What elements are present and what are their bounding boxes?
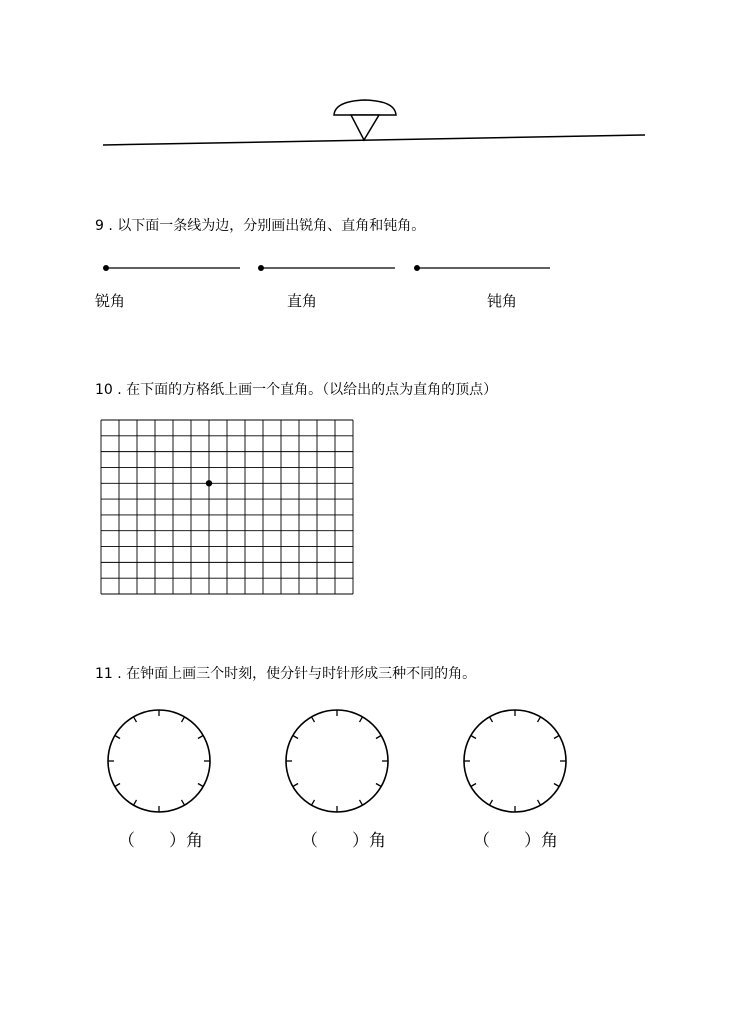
hour-tick	[198, 736, 203, 739]
clock-face-2[interactable]	[282, 706, 392, 816]
hour-tick	[115, 736, 120, 739]
hour-tick	[360, 717, 363, 722]
hour-tick	[182, 717, 185, 722]
vertex-point	[206, 480, 212, 486]
grid-paper[interactable]	[100, 419, 354, 595]
hour-tick	[538, 800, 541, 805]
hour-tick	[293, 784, 298, 787]
hour-tick	[538, 717, 541, 722]
hour-tick	[115, 784, 120, 787]
hour-tick	[293, 736, 298, 739]
clock-face-1[interactable]	[104, 706, 214, 816]
clock-2-answer: （ ）角	[301, 831, 386, 851]
q9-ray-lines	[0, 255, 741, 285]
hour-tick	[360, 800, 363, 805]
hour-tick	[376, 784, 381, 787]
hour-tick	[312, 800, 315, 805]
acute-angle-label: 锐角	[95, 292, 126, 310]
hour-tick	[198, 784, 203, 787]
question-9-text: 9 . 以下面一条线为边，分别画出锐角、直角和钝角。	[95, 218, 426, 234]
hour-tick	[471, 784, 476, 787]
clock-1-answer: （ ）角	[118, 831, 203, 851]
hour-tick	[490, 717, 493, 722]
obtuse-angle-label: 钝角	[487, 292, 518, 310]
question-10-text: 10 . 在下面的方格纸上画一个直角。（以给出的点为直角的顶点）	[95, 382, 498, 398]
question-11-text: 11 . 在钟面上画三个时刻，使分针与时针形成三种不同的角。	[95, 666, 477, 682]
clock-3-answer: （ ）角	[473, 831, 558, 851]
hour-tick	[376, 736, 381, 739]
right-angle-label: 直角	[287, 292, 318, 310]
hour-tick	[554, 736, 559, 739]
hour-tick	[134, 717, 137, 722]
hour-tick	[554, 784, 559, 787]
hour-tick	[134, 800, 137, 805]
hour-tick	[182, 800, 185, 805]
hour-tick	[471, 736, 476, 739]
hour-tick	[312, 717, 315, 722]
hour-tick	[490, 800, 493, 805]
clock-face-3[interactable]	[460, 706, 570, 816]
pin-illustration	[0, 0, 741, 170]
